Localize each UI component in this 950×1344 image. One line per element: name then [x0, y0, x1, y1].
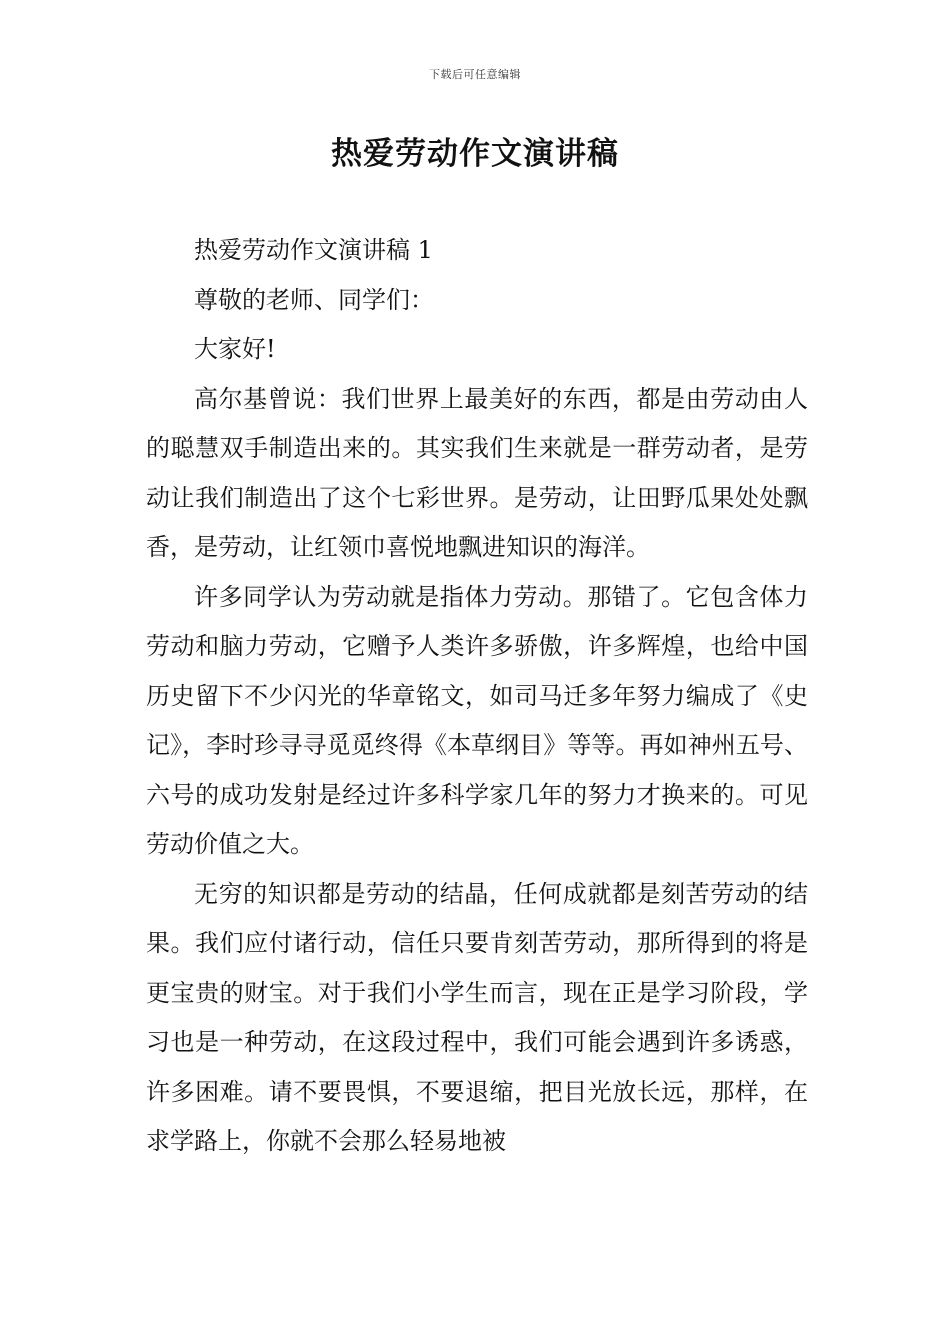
greeting-paragraph: 大家好!: [194, 335, 276, 363]
header-note: 下载后可任意编辑: [429, 68, 521, 81]
body-paragraph: 高尔基曾说：我们世界上最美好的东西，都是由劳动由人的聪慧双手制造出来的。其实我们生来就是一群劳动者，是劳动让我们制造出了这个七彩世界。是劳动，让田野瓜果处处飘香，是劳动，让红领巾喜悦地飘进知识的海洋。: [146, 384, 808, 561]
body-paragraph: 许多同学认为劳动就是指体力劳动。那错了。它包含体力劳动和脑力劳动，它赠予人类许多骄傲，许多辉煌，也给中国历史留下不少闪光的华章铭文，如司马迁多年努力编成了《史记》，李时珍寻寻觅觅终得《本草纲目》等等。再如神州五号、六号的成功发射是经过许多科学家几年的努力才换来的。可见劳动价值之大。: [146, 582, 808, 858]
body-paragraph: 无穷的知识都是劳动的结晶，任何成就都是刻苦劳动的结果。我们应付诸行动，信任只要肯刻苦劳动，那所得到的将是更宝贵的财宝。对于我们小学生而言，现在正是学习阶段，学习也是一种劳动，在这段过程中，我们可能会遇到许多诱惑，许多困难。请不要畏惧，不要退缩，把目光放长远，那样，在求学路上，你就不会那么轻易地被: [146, 879, 808, 1155]
salutation-paragraph: 尊敬的老师、同学们：: [194, 285, 434, 314]
subtitle-paragraph: 热爱劳动作文演讲稿 1: [194, 236, 433, 264]
document-title: 热爱劳动作文演讲稿: [331, 136, 619, 172]
document-body: [146, 226, 808, 1167]
